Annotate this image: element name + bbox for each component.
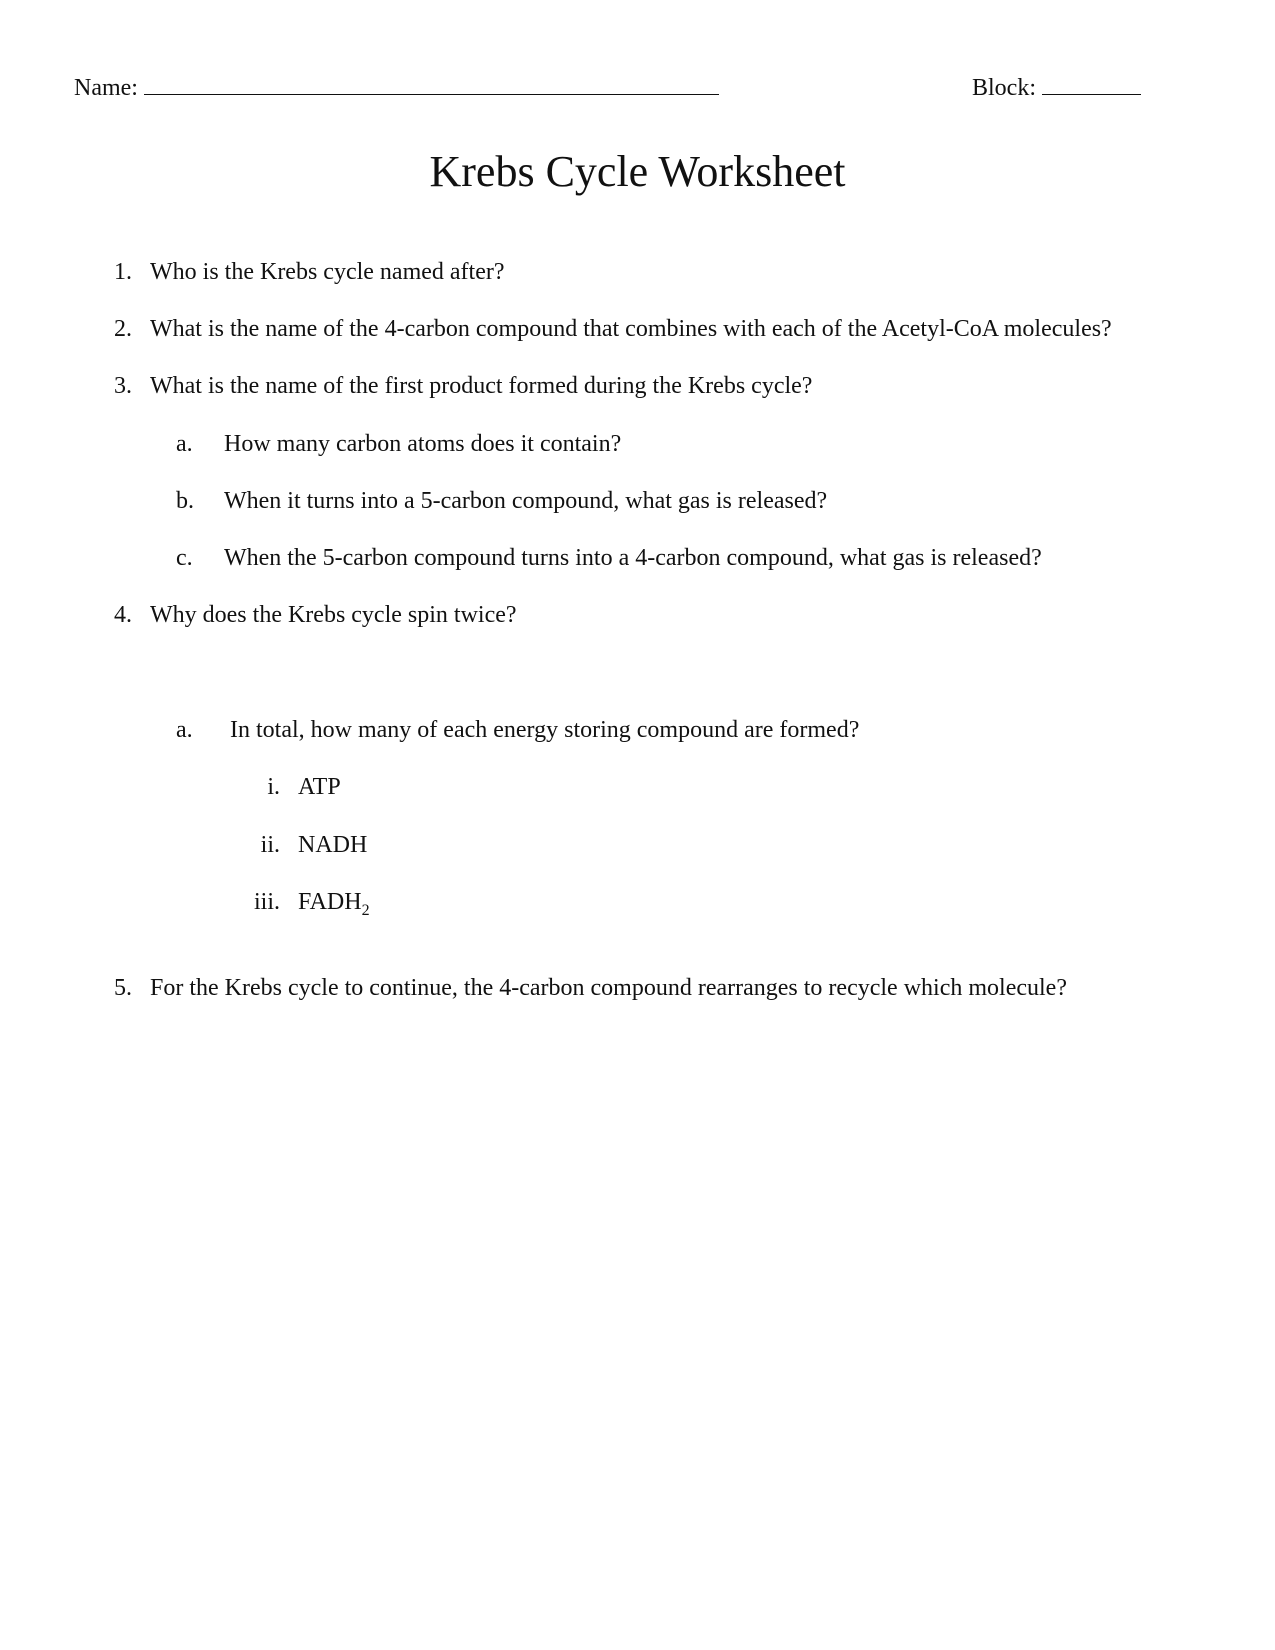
compound-nadh: NADH [298, 832, 368, 858]
question-number: 3. [114, 373, 132, 399]
compound-fadh2-subscript: 2 [361, 901, 370, 919]
name-field [74, 72, 719, 102]
subquestion-text: When it turns into a 5-carbon compound, what gas is released? [224, 488, 828, 514]
question-number: 1. [114, 259, 132, 285]
compound-fadh2 [298, 888, 370, 919]
question-text: What is the name of the first product formed during the Krebs cycle? [150, 373, 813, 399]
question-number: 4. [114, 602, 132, 628]
subquestion-text: How many carbon atoms does it contain? [224, 431, 622, 457]
page-title: Krebs Cycle Worksheet [429, 147, 846, 196]
question-text: For the Krebs cycle to continue, the 4-carbon compound rearranges to recycle which molecule? [150, 975, 1067, 1001]
subquestion-letter: a. [176, 431, 193, 457]
subquestion-text: When the 5-carbon compound turns into a 4-carbon compound, what gas is released? [224, 545, 1042, 571]
block-label: Block: [972, 75, 1036, 101]
block-field [972, 72, 1141, 102]
subquestion-letter: a. [176, 717, 193, 743]
roman-numeral: iii. [253, 889, 280, 915]
subquestion-letter: b. [176, 488, 194, 514]
compound-atp: ATP [298, 774, 341, 800]
question-text: Who is the Krebs cycle named after? [150, 259, 505, 285]
block-blank-line[interactable] [1042, 72, 1141, 95]
name-blank-line[interactable] [144, 72, 719, 95]
question-text: What is the name of the 4-carbon compound that combines with each of the Acetyl-CoA molecules? [150, 316, 1112, 342]
roman-numeral: i. [267, 774, 280, 800]
question-text: Why does the Krebs cycle spin twice? [150, 602, 517, 628]
subquestion-text: In total, how many of each energy storing compound are formed? [230, 717, 860, 743]
question-number: 5. [114, 975, 132, 1001]
roman-numeral: ii. [260, 832, 280, 858]
name-label: Name: [74, 75, 138, 101]
question-number: 2. [114, 316, 132, 342]
compound-fadh2-base: FADH [298, 889, 362, 915]
subquestion-letter: c. [176, 545, 193, 571]
